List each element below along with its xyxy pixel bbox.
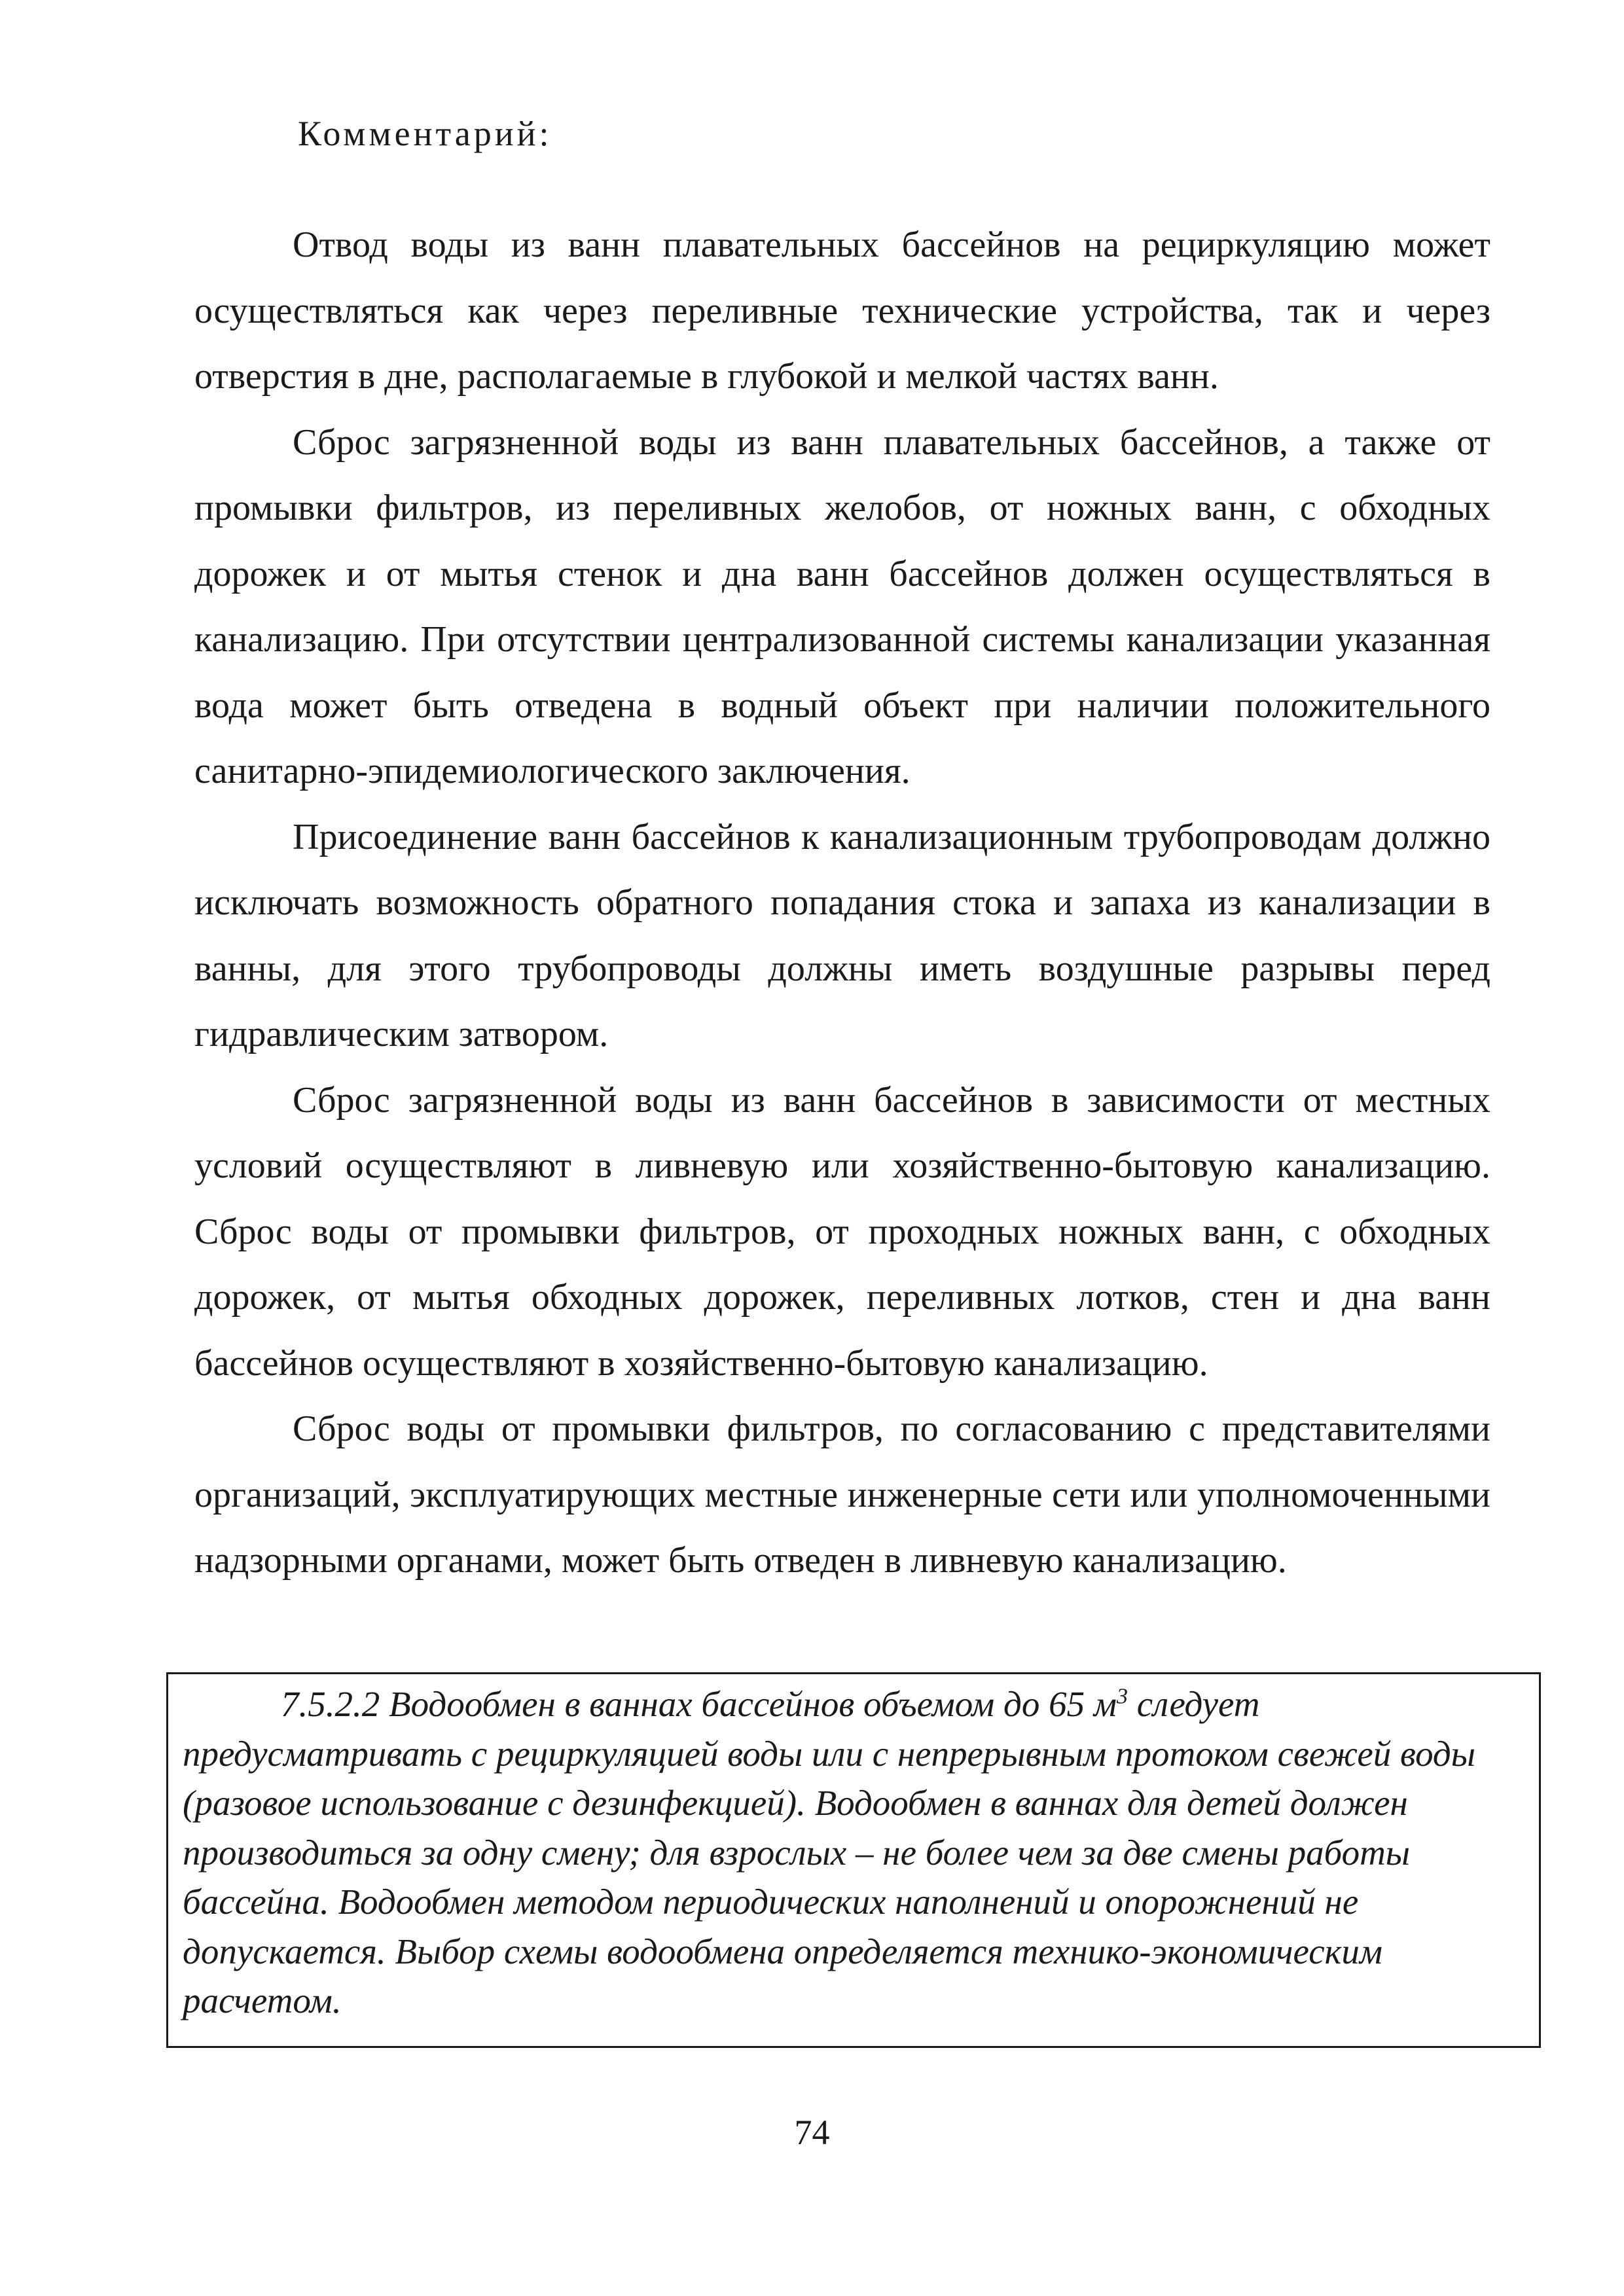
paragraph-pipeline-connection: Присоединение ванн бассейнов к канализационным трубопроводам должно исключать возможность обратного попадания стока и запаха из канализации в ванны, для этого трубопроводы должны иметь воздушные разрывы перед гидравлическим затвором.: [194, 816, 1490, 1054]
paragraph-polluted-water-discharge: Сброс загрязненной воды из ванн плавательных бассейнов, а также от промывки фильтров, из переливных желобов, от ножных ванн, с обходных дорожек и от мытья стенок и дна ванн бассейнов должен осуществляться в канализацию. При отсутствии централизованной системы канализации указанная вода может быть отведена в водный объект при наличии положительного санитарно-эпидемиологического заключения.: [194, 422, 1490, 791]
comment-body: [194, 212, 1490, 1594]
page-number: 74: [794, 2113, 830, 2152]
regulation-note-text: [183, 1679, 1513, 2026]
note-superscript: 3: [1116, 1684, 1128, 1709]
comment-heading: Комментарий:: [298, 114, 552, 153]
note-text-start: 7.5.2.2 Водообмен в ваннах бассейнов объемом до 65 м: [281, 1684, 1117, 1724]
paragraph-filter-flush-discharge: Сброс воды от промывки фильтров, по согласованию с представителями организаций, эксплуатирующих местные инженерные сети или уполномоченными надзорными органами, может быть отведен в ливневую канализацию.: [194, 1408, 1490, 1581]
regulation-note-box: [166, 1672, 1541, 2048]
paragraph-recirculation: Отвод воды из ванн плавательных бассейнов на рециркуляцию может осуществляться как через переливные технические устройства, так и через отверстия в дне, располагаемые в глубокой и мелкой частях ванн.: [194, 224, 1490, 397]
note-text-rest: следует предусматривать с рециркуляцией воды или с непрерывным протоком свежей воды (разовое использование с дезинфекцией). Водообмен в ваннах для детей должен производиться за одну смену; для взрослых – не более чем за две смены работы бассейна. Водообмен методом периодических наполнений и опорожнений не допускается. Выбор схемы водообмена определяется технико-экономическим расчетом.: [183, 1684, 1476, 2020]
paragraph-local-conditions: Сброс загрязненной воды из ванн бассейнов в зависимости от местных условий осуществляют в ливневую или хозяйственно-бытовую канализацию. Сброс воды от промывки фильтров, от проходных ножных ванн, с обходных дорожек, от мытья обходных дорожек, переливных лотков, стен и дна ванн бассейнов осуществляют в хозяйственно-бытовую канализацию.: [194, 1079, 1490, 1384]
